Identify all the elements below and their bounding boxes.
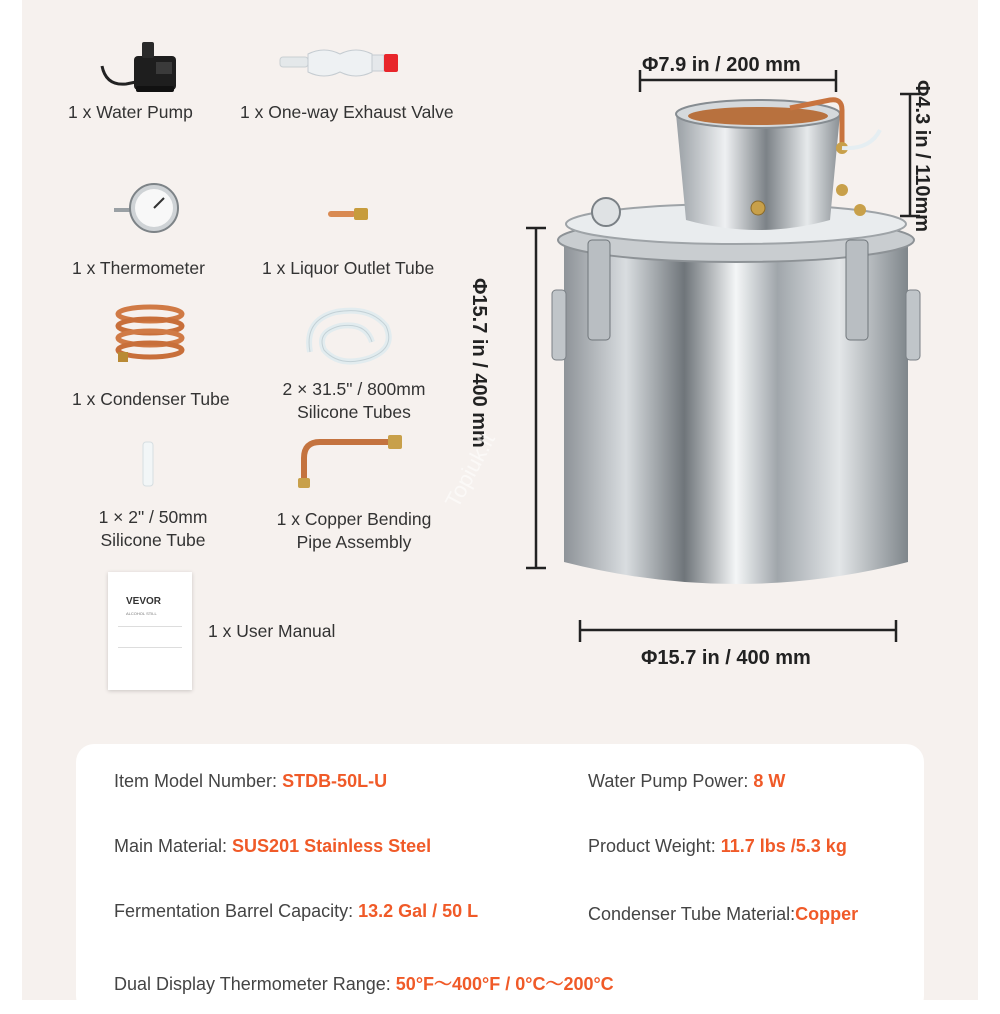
spec-thermometer-range [114, 970, 614, 996]
spec-main-material [114, 836, 431, 857]
manual-subtitle-text: ALCOHOL STILL [126, 611, 157, 616]
copper-pipe-image [294, 432, 406, 490]
exhaust-valve-label: 1 x One-way Exhaust Valve [240, 102, 454, 122]
silicone-tubes-name: Silicone Tubes [297, 402, 411, 422]
body-height-dimension: Φ15.7 in / 400 mm [468, 278, 490, 448]
small-silicone-tube-label [90, 506, 216, 552]
spec-barrel-capacity [114, 901, 478, 922]
watermark: Topiuk.lt [440, 428, 500, 512]
dimension-lines [520, 70, 940, 650]
water-pump-image [96, 36, 192, 96]
spec-model-label: Item Model Number: [114, 771, 283, 791]
thermometer-label: 1 x Thermometer [72, 258, 205, 278]
silicone-tubes-label [270, 378, 438, 424]
silicone-tubes-image [300, 302, 396, 368]
silicone-tubes-size: 2 × 31.5" / 800mm [282, 379, 426, 399]
spec-condenser-material [588, 904, 858, 925]
copper-pipe-label [264, 508, 444, 554]
thermometer-image [112, 180, 182, 236]
spec-material-value: SUS201 Stainless Steel [232, 836, 432, 856]
top-height-dimension: Φ4.3 in / 110mm [911, 80, 933, 233]
spec-weight-value: 11.7 lbs /5.3 kg [720, 836, 847, 856]
spec-thermo-label: Dual Display Thermometer Range: [114, 974, 396, 994]
copper-pipe-name-line2: Pipe Assembly [296, 532, 412, 552]
spec-capacity-value: 13.2 Gal / 50 L [358, 901, 479, 921]
spec-product-weight [588, 836, 847, 857]
spec-condenser-label: Condenser Tube Material: [588, 904, 796, 924]
small-silicone-tube-image [140, 440, 156, 488]
spec-condenser-value: Copper [795, 904, 859, 924]
spec-model-value: STDB-50L-U [282, 771, 388, 791]
exhaust-valve-image [278, 44, 408, 82]
body-width-dimension: Φ15.7 in / 400 mm [641, 647, 811, 669]
liquor-outlet-tube-image [326, 204, 372, 224]
liquor-outlet-label: 1 x Liquor Outlet Tube [262, 258, 435, 278]
condenser-tube-image [112, 302, 188, 366]
top-width-dimension: Φ7.9 in / 200 mm [642, 54, 801, 76]
user-manual-label: 1 x User Manual [208, 621, 336, 641]
spec-model-number [114, 771, 387, 792]
spec-capacity-label: Fermentation Barrel Capacity: [114, 901, 359, 921]
copper-pipe-name-line1: 1 x Copper Bending [276, 509, 432, 529]
small-silicone-tube-size: 1 × 2" / 50mm [98, 507, 208, 527]
spec-pump-value: 8 W [753, 771, 786, 791]
condenser-label: 1 x Condenser Tube [72, 389, 230, 409]
user-manual-image [108, 572, 192, 690]
spec-material-label: Main Material: [114, 836, 233, 856]
water-pump-label: 1 x Water Pump [68, 102, 193, 122]
manual-brand-text: VEVOR [126, 596, 162, 607]
spec-thermo-value: 50°F～400°F / 0°C～200°C [395, 974, 614, 994]
small-silicone-tube-name: Silicone Tube [100, 530, 206, 550]
spec-pump-power [588, 771, 785, 792]
spec-pump-label: Water Pump Power: [588, 771, 754, 791]
spec-weight-label: Product Weight: [588, 836, 721, 856]
